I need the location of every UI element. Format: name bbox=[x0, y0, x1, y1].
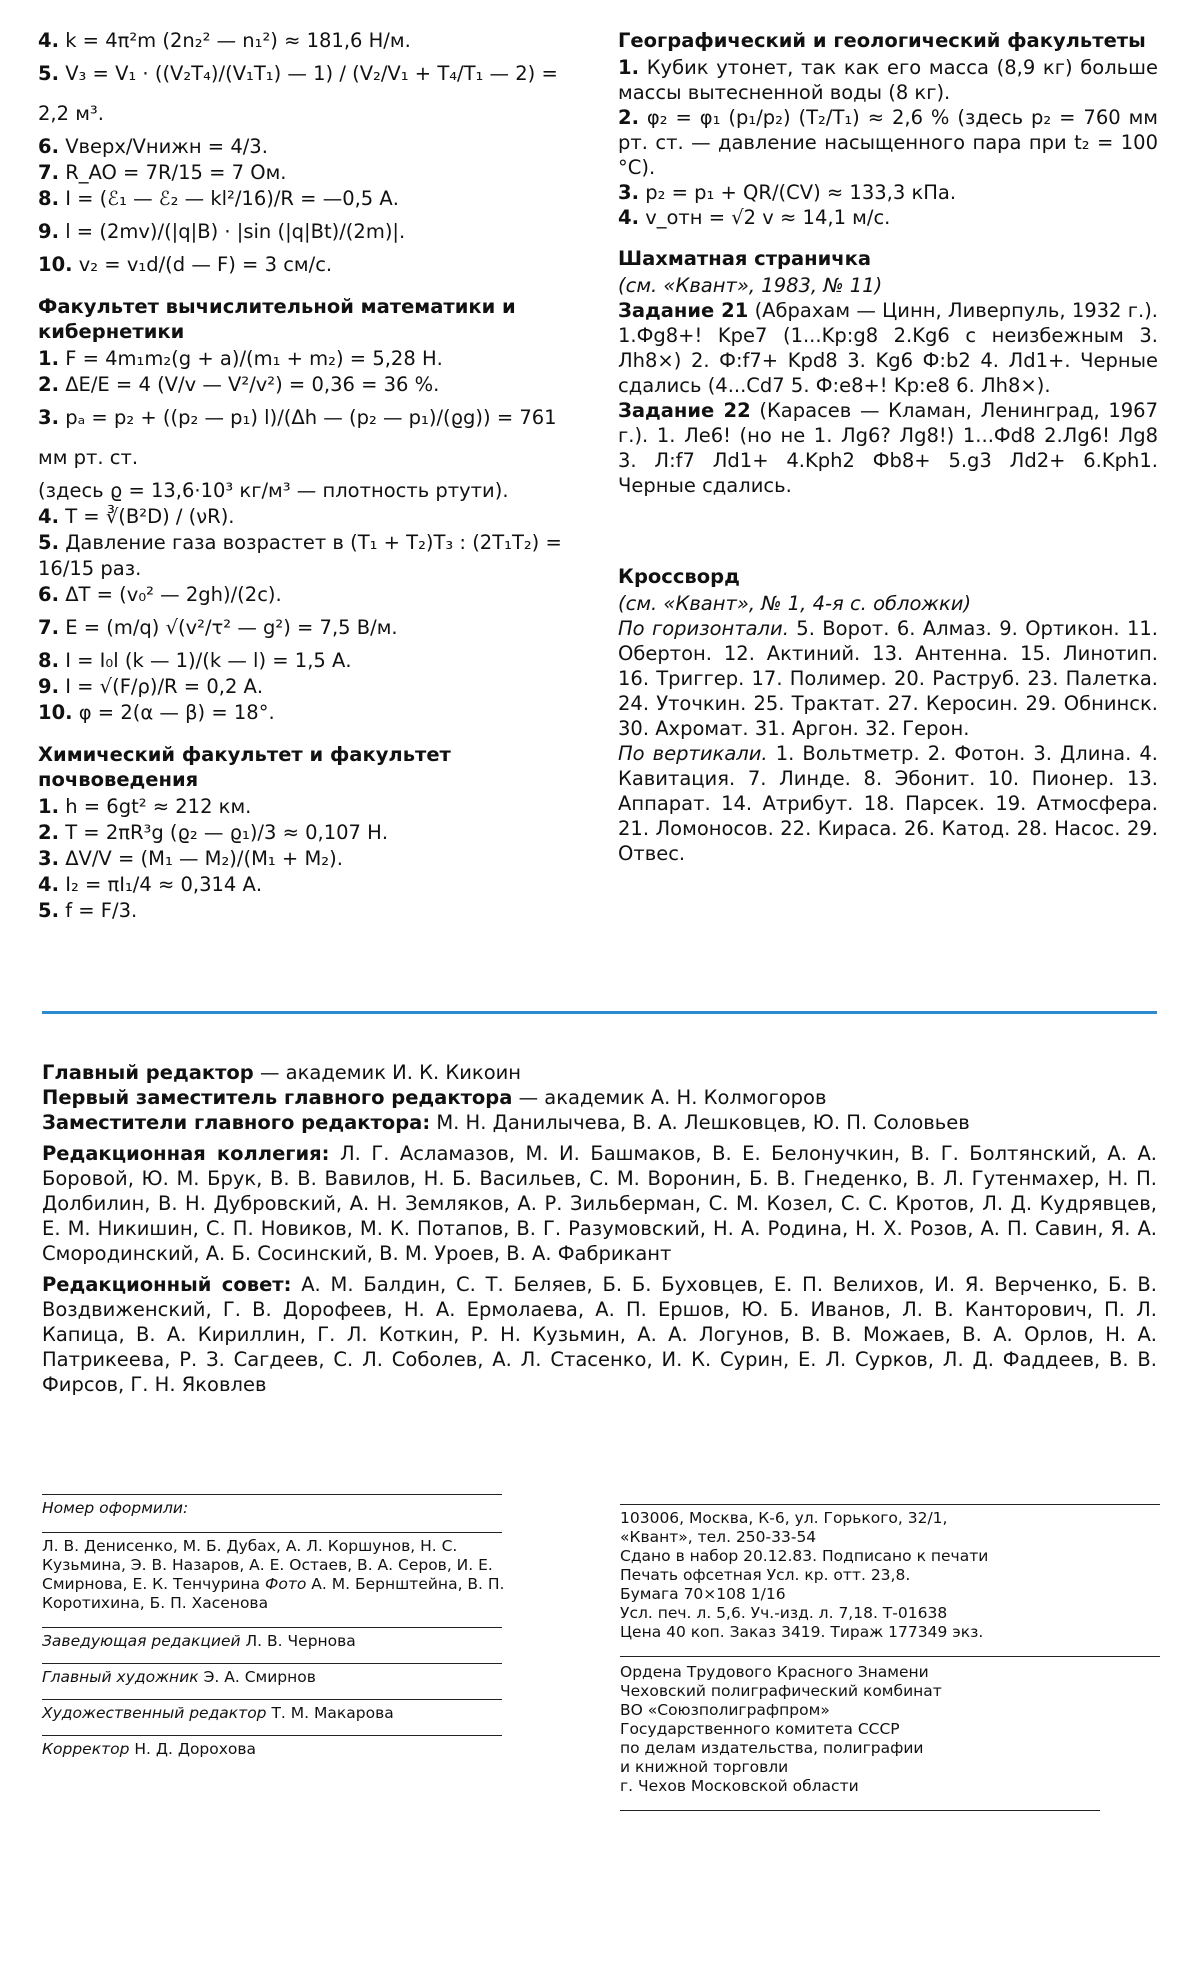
answer-line: 5. f = F/3. bbox=[38, 899, 138, 922]
answer-line: (здесь ϱ = 13,6·10³ кг/м³ — плотность ртути). bbox=[38, 479, 509, 502]
rule-line bbox=[620, 1504, 1160, 1505]
head-office: Заведующая редакцией Л. В. Чернова bbox=[42, 1632, 356, 1650]
section-heading-chem: Химический факультет и факультет почвоведения bbox=[38, 743, 451, 791]
answer-line: 4. v_отн = √2 v ≈ 14,1 м/с. bbox=[618, 206, 891, 229]
printer-line: Ордена Трудового Красного Знамени bbox=[620, 1663, 929, 1681]
answer-line: 4. T = ∛(B²D) / (νR). bbox=[38, 505, 235, 528]
section-heading-chess: Шахматная страничка bbox=[618, 247, 872, 270]
answer-line: 3. ΔV/V = (M₁ — M₂)/(M₁ + M₂). bbox=[38, 847, 343, 870]
address-line: «Квант», тел. 250-33-54 bbox=[620, 1528, 817, 1546]
designed-label: Номер оформили: bbox=[42, 1499, 189, 1517]
editorial-board bbox=[42, 1060, 1157, 1397]
answer-line: 1. F = 4m₁m₂(g + a)/(m₁ + m₂) = 5,28 Н. bbox=[38, 347, 443, 370]
right-column bbox=[618, 28, 1158, 866]
imprint-credits bbox=[42, 1490, 522, 1759]
printer-line: Государственного комитета СССР bbox=[620, 1720, 900, 1738]
editorial-collegium: Редакционная коллегия: Л. Г. Асламазов, М. И. Башмаков, В. Е. Белонучкин, В. Г. Болтянский, А. А. Боровой, Ю. М. Брук, В. В. Вавилов, Н. Б. Васильев, С. М. Воронин, Б. В. Гнеденко, В. Л. Гутенмахер, Н. П. Долбилин, В. Н. Дубровский, А. Н. Земляков, А. Р. Зильберман, С. М. Козел, С. С. Кротов, Л. Д. Кудрявцев, Е. М. Никишин, С. П. Новиков, М. К. Потапов, В. Г. Разумовский, Н. А. Родина, Н. Х. Розов, А. П. Савин, Я. А. Смородинский, А. Б. Сосинский, В. М. Уроев, В. А. Фабрикант bbox=[42, 1142, 1157, 1265]
chess-task-21: Задание 21 (Абрахам — Цинн, Ливерпуль, 1932 г.). 1.Фg8+! Kpe7 (1...Kp:g8 2.Kg6 с неизбежным 3. Лh8×) 2. Ф:f7+ Kpd8 3. Kg6 Ф:b2 4. Лd1+. Черные сдались (4...Cd7 5. Ф:e8+! Kp:e8 6. Лh8×). bbox=[618, 299, 1158, 397]
answer-line: 8. I = I₀l (k — 1)/(k — l) = 1,5 А. bbox=[38, 649, 352, 672]
crossword-source: (см. «Квант», № 1, 4-я с. обложки) bbox=[618, 592, 972, 615]
address-line: Цена 40 коп. Заказ 3419. Тираж 177349 экз. bbox=[620, 1623, 984, 1641]
section-heading-crossword: Кроссворд bbox=[618, 565, 740, 588]
answer-line: 3. p₂ = p₁ + QR/(CV) ≈ 133,3 кПа. bbox=[618, 181, 957, 204]
rule-line bbox=[42, 1735, 502, 1736]
chess-task-22: Задание 22 (Карасев — Кламан, Ленинград, 1967 г.). 1. Ле6! (но не 1. Лg6? Лg8!) 1...Фd8 2.Лg6! Лg8 3. Л:f7 Лd1+ 4.Kph2 Фb8+ 5.g3 Лd2+ 6.Kph1. Черные сдались. bbox=[618, 399, 1158, 497]
left-column bbox=[38, 28, 578, 924]
answer-line: 2. T = 2πR³g (ϱ₂ — ϱ₁)/3 ≈ 0,107 Н. bbox=[38, 821, 389, 844]
section-heading-vmk: Факультет вычислительной математики и кибернетики bbox=[38, 295, 516, 343]
answer-line: 5. V₃ = V₁ · ((V₂T₄)/(V₁T₁) — 1) / (V₂/V₁ + T₄/T₁ — 2) = 2,2 м³. bbox=[38, 62, 558, 125]
imprint-publisher bbox=[620, 1500, 1160, 1815]
address-line: Бумага 70×108 1/16 bbox=[620, 1585, 786, 1603]
proofreader: Корректор Н. Д. Дорохова bbox=[42, 1740, 257, 1758]
answer-line: 4. k = 4π²m (2n₂² — n₁²) ≈ 181,6 Н/м. bbox=[38, 29, 411, 52]
printer-line: г. Чехов Московской области bbox=[620, 1777, 859, 1795]
answer-line: 4. I₂ = πI₁/4 ≈ 0,314 А. bbox=[38, 873, 263, 896]
section-heading-geo: Географический и геологический факультеты bbox=[618, 29, 1146, 52]
answer-line: 6. Vверх/Vнижн = 4/3. bbox=[38, 135, 268, 158]
crossword-horizontal: По горизонтали. 5. Ворот. 6. Алмаз. 9. Ортикон. 11. Обертон. 12. Актиний. 13. Антенна. 15. Линотип. 16. Триггер. 17. Полимер. 20. Раструб. 23. Палетка. 24. Уточкин. 25. Трактат. 27. Керосин. 29. Обнинск. 30. Ахромат. 31. Аргон. 32. Герон. bbox=[618, 617, 1158, 740]
rule-line bbox=[42, 1627, 502, 1628]
answer-line: 10. v₂ = v₁d/(d — F) = 3 см/с. bbox=[38, 253, 333, 276]
address-line: Печать офсетная Усл. кр. отт. 23,8. bbox=[620, 1566, 911, 1584]
chief-artist: Главный художник Э. А. Смирнов bbox=[42, 1668, 316, 1686]
rule-line bbox=[42, 1532, 502, 1533]
address-line: Усл. печ. л. 5,6. Уч.-изд. л. 7,18. Т-01638 bbox=[620, 1604, 948, 1622]
address-line: Сдано в набор 20.12.83. Подписано к печати bbox=[620, 1547, 989, 1565]
deputies: Заместители главного редактора: М. Н. Данилычева, В. А. Лешковцев, Ю. П. Соловьев bbox=[42, 1111, 970, 1134]
chief-editor: Главный редактор — академик И. К. Кикоин bbox=[42, 1061, 522, 1084]
chess-source: (см. «Квант», 1983, № 11) bbox=[618, 274, 883, 297]
rule-line bbox=[620, 1656, 1160, 1657]
answer-line: 6. ΔT = (v₀² — 2gh)/(2c). bbox=[38, 583, 282, 606]
first-deputy: Первый заместитель главного редактора — академик А. Н. Колмогоров bbox=[42, 1086, 827, 1109]
section-divider bbox=[42, 1011, 1157, 1014]
printer-line: и книжной торговли bbox=[620, 1758, 789, 1776]
crossword-vertical: По вертикали. 1. Вольтметр. 2. Фотон. 3. Длина. 4. Кавитация. 7. Линде. 8. Эбонит. 10. Пионер. 13. Аппарат. 14. Атрибут. 18. Парсек. 19. Атмосфера. 21. Ломоносов. 22. Кираса. 26. Катод. 28. Насос. 29. Отвес. bbox=[618, 742, 1158, 865]
answer-line: 1. Кубик утонет, так как его масса (8,9 кг) больше массы вытесненной воды (8 кг). bbox=[618, 56, 1159, 104]
rule-line bbox=[42, 1663, 502, 1664]
rule-line bbox=[42, 1494, 502, 1495]
answer-line: 7. R_AO = 7R/15 = 7 Ом. bbox=[38, 161, 287, 184]
rule-line bbox=[620, 1810, 1100, 1811]
art-editor: Художественный редактор Т. М. Макарова bbox=[42, 1704, 394, 1722]
rule-line bbox=[42, 1699, 502, 1700]
answer-line: 9. I = √(F/ρ)/R = 0,2 А. bbox=[38, 675, 264, 698]
printer-line: по делам издательства, полиграфии bbox=[620, 1739, 924, 1757]
answer-line: 7. E = (m/q) √(v²/τ² — g²) = 7,5 В/м. bbox=[38, 616, 398, 639]
printer-line: Чеховский полиграфический комбинат bbox=[620, 1682, 942, 1700]
printer-line: ВО «Союзполиграфпром» bbox=[620, 1701, 830, 1719]
answer-line: 1. h = 6gt² ≈ 212 км. bbox=[38, 795, 252, 818]
designed-names: Л. В. Денисенко, М. Б. Дубах, А. Л. Коршунов, Н. С. Кузьмина, Э. В. Назаров, А. Е. Остаев, В. А. Серов, И. Е. Смирнова, Е. К. Тенчурина Фото А. М. Бернштейна, В. П. Коротихина, Б. П. Хасенова bbox=[42, 1537, 505, 1612]
answer-line: 5. Давление газа возрастет в (T₁ + T₂)T₃ : (2T₁T₂) = 16/15 раз. bbox=[38, 531, 562, 580]
answer-line: 8. I = (ℰ₁ — ℰ₂ — kl²/16)/R = —0,5 А. bbox=[38, 187, 399, 210]
address-line: 103006, Москва, К-6, ул. Горького, 32/1, bbox=[620, 1509, 948, 1527]
answer-line: 9. l = (2mv)/(|q|B) · |sin (|q|Bt)/(2m)|. bbox=[38, 220, 406, 243]
answer-line: 10. φ = 2(α — β) = 18°. bbox=[38, 701, 275, 724]
answer-line: 3. pₐ = p₂ + ((p₂ — p₁) l)/(Δh — (p₂ — p₁)/(ϱg)) = 761 мм рт. ст. bbox=[38, 406, 557, 469]
answer-line: 2. ΔE/E = 4 (V/v — V²/v²) = 0,36 = 36 %. bbox=[38, 373, 440, 396]
answer-line: 2. φ₂ = φ₁ (p₁/p₂) (T₂/T₁) ≈ 2,6 % (здесь p₂ = 760 мм рт. ст. — давление насыщенного пара при t₂ = 100 °C). bbox=[618, 106, 1158, 179]
editorial-council: Редакционный совет: А. М. Балдин, С. Т. Беляев, Б. Б. Буховцев, Е. П. Велихов, И. Я. Верченко, Б. В. Воздвиженский, Г. В. Дорофеев, Н. А. Ермолаева, А. П. Ершов, Ю. Б. Иванов, Л. В. Канторович, П. Л. Капица, В. А. Кириллин, Г. Л. Коткин, Р. Н. Кузьмин, А. А. Логунов, В. В. Можаев, В. А. Орлов, Н. А. Патрикеева, Р. З. Сагдеев, С. Л. Соболев, А. Л. Стасенко, И. К. Сурин, Е. Л. Сурков, Л. Д. Фаддеев, В. В. Фирсов, Г. Н. Яковлев bbox=[42, 1273, 1157, 1396]
